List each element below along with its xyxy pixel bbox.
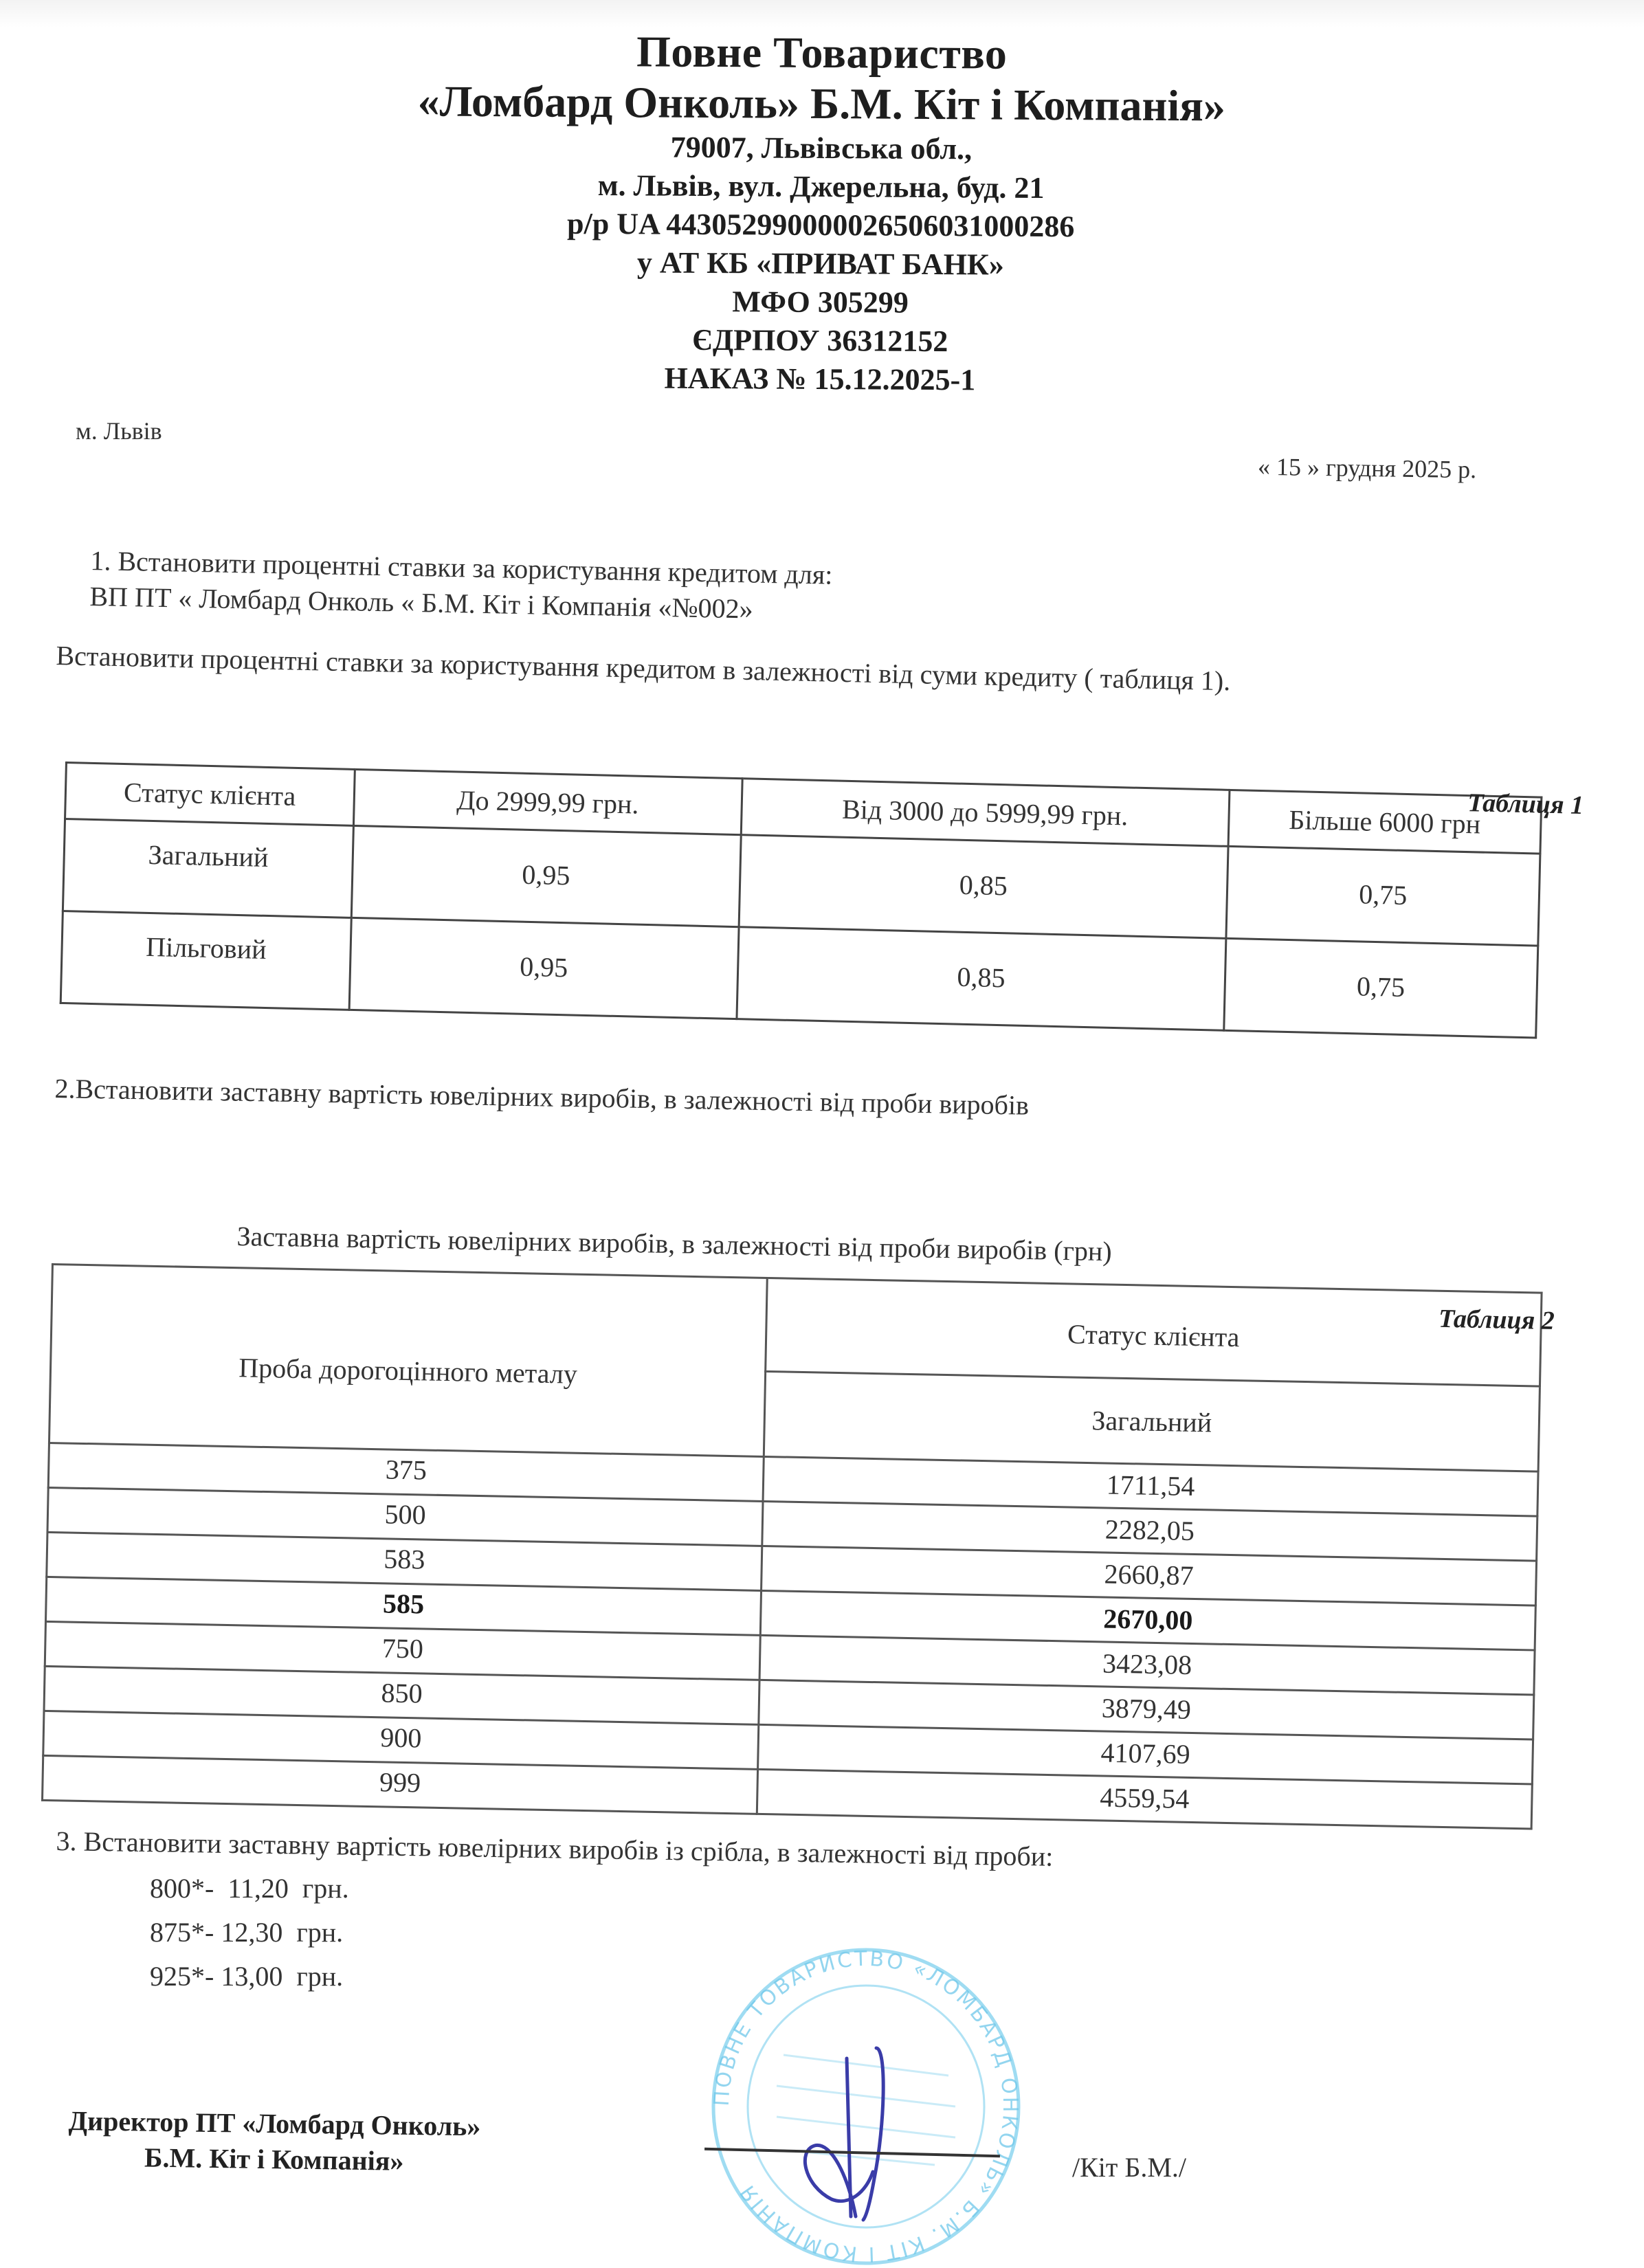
table-body — [42, 1443, 1538, 1829]
director-line-2: Б.М. Кіт і Компанія» — [144, 2142, 404, 2177]
assay-cell: 750 — [45, 1621, 760, 1680]
assay-cell: 999 — [42, 1755, 757, 1814]
client-status-header: Статус клієнта — [766, 1278, 1542, 1386]
order-date: « 15 » грудня 2025 р. — [1257, 452, 1477, 484]
assay-cell: 585 — [45, 1577, 761, 1635]
rate-cell: 0,85 — [737, 927, 1226, 1031]
table-2-title: Заставна вартість ювелірних виробів, в залежності від проби виробів (грн) — [236, 1220, 1113, 1267]
assay-header: Проба дорогоцінного металу — [49, 1265, 767, 1457]
table-header-cell: До 2999,99 грн. — [353, 769, 742, 834]
table-2-caption: Таблиця 2 — [1438, 1304, 1555, 1335]
silver-price-item: 800*- 11,20 грн. — [150, 1873, 349, 1904]
client-status-cell: Пільговий — [60, 911, 351, 1010]
assay-cell: 583 — [47, 1532, 762, 1590]
interest-rate-table-wrapper — [65, 761, 1584, 1003]
table-header-cell: Більше 6000 грн — [1228, 790, 1542, 854]
company-name: «Ломбард Онколь» Б.М. Кіт і Компанія» — [417, 76, 1226, 131]
general-status-header: Загальний — [764, 1372, 1540, 1471]
city: м. Львів — [76, 417, 162, 445]
bank-account: р/р UA 443052990000026506031000286 — [566, 206, 1075, 244]
rate-cell: 0,85 — [739, 835, 1228, 939]
interest-rate-table — [60, 761, 1543, 1039]
order-number: НАКАЗ № 15.12.2025-1 — [664, 361, 976, 397]
collateral-value-cell: 2282,05 — [762, 1501, 1537, 1561]
assay-cell: 500 — [47, 1487, 763, 1546]
company-stamp — [701, 1945, 1031, 2268]
stamp-ring-text: ПОВНЕ ТОВАРИСТВО «ЛОМБАРД ОНКОЛЬ» Б.М. КІТ І КОМПАНІЯ — [709, 1946, 1023, 2267]
section-3-heading: 3. Встановити заставну вартість ювелірних виробів із срібла, в залежності від проби: — [56, 1825, 1054, 1872]
table-header-cell: Від 3000 до 5999,99 грн. — [741, 779, 1230, 847]
collateral-value-cell: 4559,54 — [757, 1769, 1532, 1829]
rate-cell: 0,75 — [1225, 846, 1540, 946]
section-1-line-1: 1. Встановити процентні ставки за користування кредитом для: — [90, 544, 833, 590]
table-header-cell: Статус клієнта — [65, 763, 355, 826]
silver-price-item: 925*- 13,00 грн. — [150, 1961, 344, 1992]
table-1-caption: Таблиця 1 — [1467, 788, 1584, 821]
address-line-2: м. Львів, вул. Джерельна, буд. 21 — [597, 168, 1045, 205]
assay-cell: 850 — [44, 1666, 759, 1724]
section-1-line-2: ВП ПТ « Ломбард Онколь « Б.М. Кіт і Компанія «№002» — [89, 580, 754, 625]
section-1-heading — [89, 543, 833, 629]
section-2-heading: 2.Встановити заставну вартість ювелірних виробів, в залежності від проби виробів — [54, 1072, 1030, 1121]
silver-price-item: 875*- 12,30 грн. — [150, 1917, 344, 1948]
director-title — [68, 2103, 481, 2180]
signer-name: /Кіт Б.М./ — [1072, 2152, 1187, 2183]
handwritten-signature — [805, 2048, 883, 2220]
address-line-1: 79007, Львівська обл., — [670, 130, 973, 166]
rate-cell: 0,95 — [351, 825, 741, 926]
collateral-value-table-wrapper — [52, 1263, 1555, 1814]
collateral-value-cell: 3423,08 — [759, 1635, 1535, 1695]
assay-cell: 375 — [48, 1443, 764, 1501]
collateral-value-table — [41, 1263, 1543, 1830]
rate-cell: 0,95 — [349, 918, 739, 1019]
collateral-value-cell: 1711,54 — [763, 1456, 1538, 1516]
company-type: Повне Товариство — [636, 27, 1008, 78]
rate-cell: 0,75 — [1223, 938, 1537, 1038]
section-1-intro: Встановити процентні ставки за користування кредитом в залежності від суми кредиту ( таблиця 1). — [55, 639, 1231, 697]
collateral-value-cell: 3879,49 — [759, 1680, 1534, 1739]
table-header-row — [51, 1265, 1542, 1387]
mfo-code: МФО 305299 — [732, 285, 909, 320]
stamp-center-lines — [777, 2055, 955, 2165]
assay-cell: 900 — [43, 1711, 759, 1769]
edrpou-code: ЄДРПОУ 36312152 — [691, 322, 948, 359]
collateral-value-cell: 2670,00 — [760, 1590, 1535, 1650]
silver-price-list — [150, 1867, 349, 1999]
collateral-value-cell: 4107,69 — [758, 1724, 1533, 1784]
client-status-cell: Загальний — [63, 819, 353, 918]
director-line-1: Директор ПТ «Ломбард Онколь» — [68, 2104, 481, 2142]
bank-name: у АТ КБ «ПРИВАТ БАНК» — [636, 245, 1004, 282]
letterhead — [0, 23, 1644, 404]
collateral-value-cell: 2660,87 — [762, 1546, 1537, 1605]
